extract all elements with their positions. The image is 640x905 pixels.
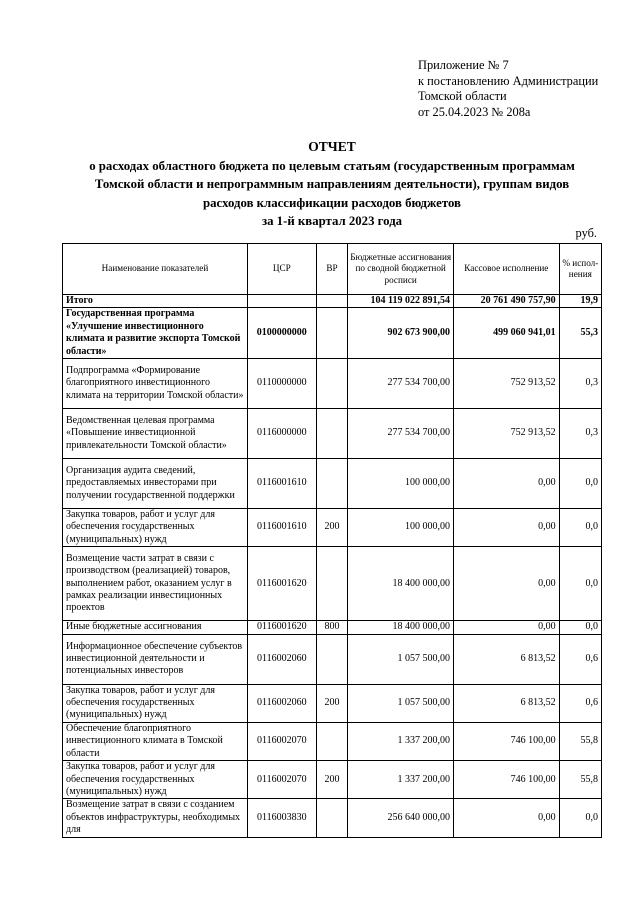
cell-percent: 0,3 — [559, 359, 601, 409]
cell-csr: 0116001620 — [247, 621, 316, 634]
title-line: о расходах областного бюджета по целевым статьям (государственным программам — [89, 158, 575, 173]
cell-budget: 1 057 500,00 — [348, 684, 454, 722]
cell-budget: 1 057 500,00 — [348, 634, 454, 684]
header-percent: % испол-нения — [559, 244, 601, 295]
table-row — [63, 761, 602, 799]
table-body — [63, 295, 602, 838]
cell-cash: 0,00 — [454, 459, 560, 509]
appendix-line: к постановлению Администрации — [418, 73, 599, 88]
cell-vr — [316, 799, 348, 837]
cell-cash: 6 813,52 — [454, 634, 560, 684]
cell-vr: 200 — [316, 684, 348, 722]
report-table — [62, 243, 602, 838]
cell-csr: 0116001610 — [247, 459, 316, 509]
header-vr: ВР — [316, 244, 348, 295]
cell-csr: 0116001610 — [247, 509, 316, 547]
cell-vr — [316, 547, 348, 621]
table-row — [63, 295, 602, 308]
cell-budget: 256 640 000,00 — [348, 799, 454, 837]
cell-cash: 499 060 941,01 — [454, 308, 560, 359]
cell-percent: 0,0 — [559, 459, 601, 509]
cell-percent: 0,6 — [559, 684, 601, 722]
cell-name: Информационное обеспечение субъектов инвестиционной деятельности и потенциальных инвесторов — [63, 634, 248, 684]
title-line: ОТЧЕТ — [308, 139, 356, 154]
cell-budget: 100 000,00 — [348, 509, 454, 547]
cell-percent: 0,0 — [559, 621, 601, 634]
cell-csr: 0116002070 — [247, 761, 316, 799]
appendix-line: Томской области — [418, 89, 507, 103]
cell-budget: 277 534 700,00 — [348, 409, 454, 459]
cell-percent: 0,6 — [559, 634, 601, 684]
title-line: расходов классификации расходов бюджетов — [203, 195, 461, 210]
cell-vr — [316, 295, 348, 308]
cell-budget: 104 119 022 891,54 — [348, 295, 454, 308]
cell-percent: 55,3 — [559, 308, 601, 359]
cell-budget: 1 337 200,00 — [348, 722, 454, 760]
cell-name: Государственная программа «Улучшение инвестиционного климата и развитие экспорта Томской области» — [63, 308, 248, 359]
cell-name: Закупка товаров, работ и услуг для обеспечения государственных (муниципальных) нужд — [63, 684, 248, 722]
cell-percent: 0,0 — [559, 509, 601, 547]
cell-name: Организация аудита сведений, предоставляемых инвесторами при получении государственной поддержки — [63, 459, 248, 509]
cell-vr — [316, 722, 348, 760]
cell-budget: 18 400 000,00 — [348, 547, 454, 621]
cell-cash: 752 913,52 — [454, 359, 560, 409]
title-line: Томской области и непрограммным направлениям деятельности), группам видов — [94, 177, 570, 191]
title-line: за 1-й квартал 2023 года — [261, 214, 403, 228]
cell-percent: 0,3 — [559, 409, 601, 459]
report-title — [40, 138, 624, 231]
appendix-block — [418, 58, 598, 120]
cell-name: Иные бюджетные ассигнования — [63, 621, 248, 634]
cell-percent: 55,8 — [559, 722, 601, 760]
cell-cash: 0,00 — [454, 509, 560, 547]
cell-vr: 200 — [316, 761, 348, 799]
cell-cash: 20 761 490 757,90 — [454, 295, 560, 308]
table-row — [63, 547, 602, 621]
table-row — [63, 459, 602, 509]
currency-unit: руб. — [575, 226, 597, 240]
cell-vr — [316, 459, 348, 509]
table-row — [63, 621, 602, 634]
cell-csr — [247, 295, 316, 308]
cell-csr: 0100000000 — [247, 308, 316, 359]
cell-vr — [316, 634, 348, 684]
cell-name: Закупка товаров, работ и услуг для обеспечения государственных (муниципальных) нужд — [63, 509, 248, 547]
table-row — [63, 359, 602, 409]
appendix-line: от 25.04.2023 № 208а — [418, 104, 531, 119]
table-row — [63, 634, 602, 684]
cell-budget: 902 673 900,00 — [348, 308, 454, 359]
cell-csr: 0116003830 — [247, 799, 316, 837]
table-row — [63, 722, 602, 760]
cell-cash: 6 813,52 — [454, 684, 560, 722]
header-budget: Бюджетные ассигнования по сводной бюджетной росписи — [348, 244, 454, 295]
cell-name: Возмещение затрат в связи с созданием объектов инфраструктуры, необходимых для — [63, 799, 248, 837]
cell-name: Обеспечение благоприятного инвестиционного климата в Томской области — [63, 722, 248, 760]
cell-budget: 277 534 700,00 — [348, 359, 454, 409]
cell-cash: 752 913,52 — [454, 409, 560, 459]
header-name: Наименование показателей — [63, 244, 248, 295]
table-row — [63, 799, 602, 837]
cell-budget: 1 337 200,00 — [348, 761, 454, 799]
cell-percent: 19,9 — [559, 295, 601, 308]
cell-csr: 0116000000 — [247, 409, 316, 459]
cell-csr: 0116002060 — [247, 634, 316, 684]
cell-name: Подпрограмма «Формирование благоприятного инвестиционного климата на территории Томской области» — [63, 359, 248, 409]
cell-percent: 0,0 — [559, 547, 601, 621]
cell-vr — [316, 359, 348, 409]
cell-name: Возмещение части затрат в связи с производством (реализацией) товаров, выполнением работ, оказанием услуг в рамках реализации инвестиционных проектов — [63, 547, 248, 621]
cell-vr: 200 — [316, 509, 348, 547]
cell-cash: 0,00 — [454, 621, 560, 634]
appendix-line: Приложение № 7 — [418, 58, 509, 72]
cell-budget: 100 000,00 — [348, 459, 454, 509]
cell-percent: 55,8 — [559, 761, 601, 799]
cell-name: Итого — [63, 295, 248, 308]
cell-percent: 0,0 — [559, 799, 601, 837]
table-row — [63, 509, 602, 547]
cell-name: Ведомственная целевая программа «Повышение инвестиционной привлекательности Томской области» — [63, 409, 248, 459]
table-row — [63, 409, 602, 459]
table-header-row — [63, 244, 602, 295]
cell-csr: 0110000000 — [247, 359, 316, 409]
cell-vr — [316, 308, 348, 359]
cell-csr: 0116002060 — [247, 684, 316, 722]
cell-csr: 0116001620 — [247, 547, 316, 621]
cell-csr: 0116002070 — [247, 722, 316, 760]
cell-budget: 18 400 000,00 — [348, 621, 454, 634]
cell-cash: 746 100,00 — [454, 761, 560, 799]
header-cash: Кассовое исполнение — [454, 244, 560, 295]
cell-name: Закупка товаров, работ и услуг для обеспечения государственных (муниципальных) нужд — [63, 761, 248, 799]
cell-cash: 746 100,00 — [454, 722, 560, 760]
cell-cash: 0,00 — [454, 547, 560, 621]
table-row — [63, 308, 602, 359]
cell-vr: 800 — [316, 621, 348, 634]
header-csr: ЦСР — [247, 244, 316, 295]
cell-cash: 0,00 — [454, 799, 560, 837]
cell-vr — [316, 409, 348, 459]
table-row — [63, 684, 602, 722]
